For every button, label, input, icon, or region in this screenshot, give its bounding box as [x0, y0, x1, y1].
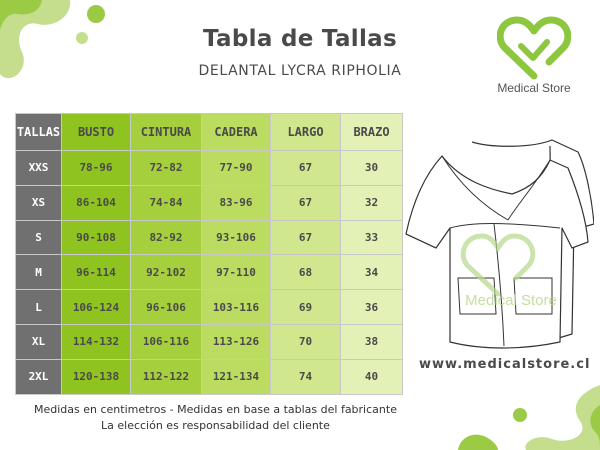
size-label-cell: 2XL — [16, 359, 62, 394]
column-header: CINTURA — [131, 114, 202, 151]
website-url[interactable]: www.medicalstore.cl — [419, 357, 591, 372]
measurement-cell: 106-116 — [131, 324, 202, 359]
measurement-cell: 34 — [341, 255, 403, 290]
page-title: Tabla de Tallas — [203, 26, 397, 52]
measurement-cell: 78-96 — [62, 151, 131, 186]
table-row — [16, 324, 403, 359]
size-label-cell: M — [16, 255, 62, 290]
brand-name: Medical Store — [497, 81, 571, 95]
measurement-cell: 90-108 — [62, 220, 131, 255]
measurement-cell: 82-92 — [131, 220, 202, 255]
measurement-cell: 68 — [271, 255, 341, 290]
column-header: LARGO — [271, 114, 341, 151]
measurement-cell: 74-84 — [131, 185, 202, 220]
decorative-blob-bottom-right — [448, 385, 600, 450]
measurement-cell: 67 — [271, 185, 341, 220]
column-header: CADERA — [202, 114, 271, 151]
measurement-cell: 113-126 — [202, 324, 271, 359]
page-subtitle: DELANTAL LYCRA RIPHOLIA — [198, 63, 402, 79]
measurement-cell: 93-106 — [202, 220, 271, 255]
measurement-cell: 33 — [341, 220, 403, 255]
measurement-cell: 69 — [271, 290, 341, 325]
table-header-row — [16, 114, 403, 151]
medical-store-logo-icon — [497, 16, 571, 80]
size-label-cell: L — [16, 290, 62, 325]
measurement-cell: 121-134 — [202, 359, 271, 394]
scrub-top-illustration — [402, 138, 594, 350]
size-label-cell: XXS — [16, 151, 62, 186]
measurement-cell: 67 — [271, 220, 341, 255]
brand-watermark: Medical Store — [465, 292, 557, 309]
measurement-cell: 96-114 — [62, 255, 131, 290]
measurement-cell: 72-82 — [131, 151, 202, 186]
size-label-cell: XS — [16, 185, 62, 220]
measurement-cell: 86-104 — [62, 185, 131, 220]
column-header: TALLAS — [16, 114, 62, 151]
measurement-cell: 70 — [271, 324, 341, 359]
measurement-note: Medidas en centimetros - Medidas en base a tablas del fabricante — [34, 403, 397, 416]
table-row — [16, 255, 403, 290]
table-row — [16, 220, 403, 255]
disclaimer-note: La elección es responsabilidad del cliente — [101, 419, 330, 432]
size-label-cell: XL — [16, 324, 62, 359]
measurement-cell: 97-110 — [202, 255, 271, 290]
measurement-cell: 74 — [271, 359, 341, 394]
measurement-cell: 36 — [341, 290, 403, 325]
measurement-cell: 106-124 — [62, 290, 131, 325]
table-row — [16, 290, 403, 325]
table-row — [16, 151, 403, 186]
table-row — [16, 359, 403, 394]
measurement-cell: 114-132 — [62, 324, 131, 359]
measurement-cell: 112-122 — [131, 359, 202, 394]
table-row — [16, 185, 403, 220]
measurement-cell: 92-102 — [131, 255, 202, 290]
size-label-cell: S — [16, 220, 62, 255]
size-chart-table — [15, 113, 403, 395]
measurement-cell: 120-138 — [62, 359, 131, 394]
measurement-cell: 40 — [341, 359, 403, 394]
measurement-cell: 96-106 — [131, 290, 202, 325]
measurement-cell: 32 — [341, 185, 403, 220]
measurement-cell: 38 — [341, 324, 403, 359]
measurement-cell: 67 — [271, 151, 341, 186]
measurement-cell: 30 — [341, 151, 403, 186]
measurement-cell: 103-116 — [202, 290, 271, 325]
column-header: BUSTO — [62, 114, 131, 151]
measurement-cell: 83-96 — [202, 185, 271, 220]
measurement-cell: 77-90 — [202, 151, 271, 186]
column-header: BRAZO — [341, 114, 403, 151]
